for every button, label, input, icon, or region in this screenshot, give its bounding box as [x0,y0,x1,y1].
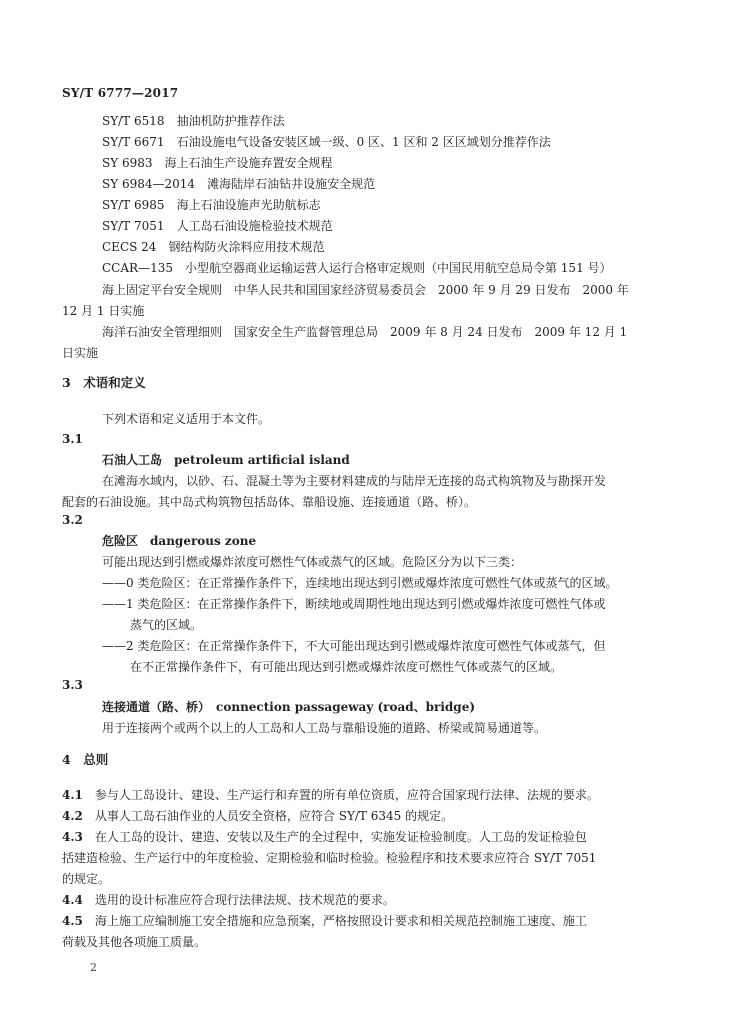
term-number: 3.2 [62,513,83,527]
reference-item: 海上固定平台安全规则 中华人民共和国国家经济贸易委员会 2000 年 9 月 29 日发布 2000 年 [102,283,629,297]
clause: 4.4 选用的设计标准应符合现行法律法规、技术规范的要求。 [62,893,395,907]
list-item-continuation: 蒸气的区域。 [130,618,203,632]
term-definition: 配套的石油设施。其中岛式构筑物包括岛体、靠船设施、连接通道（路、桥）。 [62,495,477,509]
page-number: 2 [90,961,97,974]
reference-item: CECS 24 钢结构防火涂料应用技术规范 [102,240,325,254]
reference-item: SY 6983 海上石油生产设施弃置安全规程 [102,156,333,170]
reference-item-continuation: 日实施 [62,346,99,360]
reference-item: CCAR—135 小型航空器商业运输运营人运行合格审定规则（中国民用航空总局令第 151 号） [102,261,612,275]
reference-item-continuation: 12 月 1 日实施 [62,304,145,318]
clause: 4.5 海上施工应编制施工安全措施和应急预案，严格按照设计要求和相关规范控制施工速度、施工 [62,914,587,928]
list-item: ——1 类危险区：在正常操作条件下，断续地或周期性地出现达到引燃或爆炸浓度可燃性气体或 [102,597,606,611]
section-heading: 3 术语和定义 [62,375,146,390]
term-title: 石油人工岛 petroleum artificial island [102,453,350,467]
reference-item: SY/T 6671 石油设施电气设备安装区域一级、0 区、1 区和 2 区区域划分推荐作法 [102,135,551,149]
section-intro: 下列术语和定义适用于本文件。 [102,412,271,426]
term-number: 3.3 [62,678,83,692]
clause-continuation: 荷载及其他各项施工质量。 [62,935,207,949]
term-number: 3.1 [62,432,83,446]
standard-code-header: SY/T 6777—2017 [62,86,179,100]
section-heading: 4 总则 [62,752,109,767]
clause: 4.2 从事人工岛石油作业的人员安全资格，应符合 SY/T 6345 的规定。 [62,809,454,823]
clause-continuation: 括建造检验、生产运行中的年度检验、定期检验和临时检验。检验程序和技术要求应符合 SY/T 7051 [62,851,597,865]
term-title: 连接通道（路、桥） connection passageway (road、bridge) [102,700,476,714]
clause-continuation: 的规定。 [62,872,111,886]
list-item: ——0 类危险区：在正常操作条件下，连续地出现达到引燃或爆炸浓度可燃性气体或蒸气的区域。 [102,576,618,590]
term-definition: 可能出现达到引燃或爆炸浓度可燃性气体或蒸气的区域。危险区分为以下三类： [102,555,523,569]
reference-item: SY/T 6985 海上石油设施声光助航标志 [102,198,321,212]
reference-item: 海洋石油安全管理细则 国家安全生产监督管理总局 2009 年 8 月 24 日发布 2009 年 12 月 1 [102,325,628,339]
term-definition: 用于连接两个或两个以上的人工岛和人工岛与靠船设施的道路、桥梁或简易通道等。 [102,721,547,735]
reference-item: SY/T 7051 人工岛石油设施检验技术规范 [102,219,333,233]
clause: 4.3 在人工岛的设计、建造、安装以及生产的全过程中，实施发证检验制度。人工岛的发证检验包 [62,830,587,844]
list-item: ——2 类危险区：在正常操作条件下，不大可能出现达到引燃或爆炸浓度可燃性气体或蒸气，但 [102,639,606,653]
reference-item: SY 6984—2014 滩海陆岸石油钻井设施安全规范 [102,177,376,191]
term-title: 危险区 dangerous zone [102,534,257,548]
term-definition: 在滩海水域内，以砂、石、混凝土等为主要材料建成的与陆岸无连接的岛式构筑物及与勘探开发 [102,474,607,488]
reference-item: SY/T 6518 抽油机防护推荐作法 [102,114,285,128]
clause: 4.1 参与人工岛设计、建设、生产运行和弃置的所有单位资质，应符合国家现行法律、法规的要求。 [62,788,599,802]
list-item-continuation: 在不正常操作条件下，有可能出现达到引燃或爆炸浓度可燃性气体或蒸气的区域。 [130,660,563,674]
